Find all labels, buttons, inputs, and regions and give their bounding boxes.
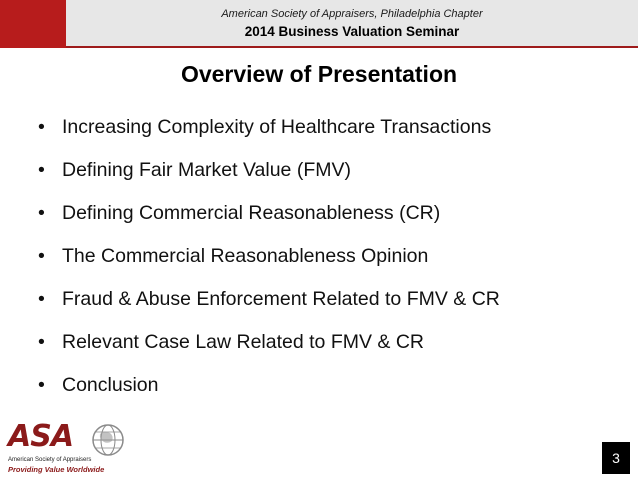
bullet-text: Conclusion [62,374,159,396]
bullet-item [38,199,628,242]
slide-header [0,0,638,48]
bullet-item [38,113,628,156]
bullet-marker: • [38,159,45,181]
bullet-item [38,242,628,285]
bullet-text: The Commercial Reasonableness Opinion [62,245,429,267]
header-accent-block [0,0,66,48]
header-text [66,0,638,46]
bullet-text: Relevant Case Law Related to FMV & CR [62,331,424,353]
bullet-text: Defining Commercial Reasonableness (CR) [62,202,441,224]
bullet-text: Defining Fair Market Value (FMV) [62,159,351,181]
header-divider [66,46,638,48]
bullet-marker: • [38,288,45,310]
bullet-text: Increasing Complexity of Healthcare Transactions [62,116,492,138]
logo-subtitle: American Society of Appraisers [8,457,92,463]
page-number: 3 [602,442,630,474]
bullet-list [38,113,628,414]
bullet-text: Fraud & Abuse Enforcement Related to FMV & CR [62,288,500,310]
bullet-marker: • [38,116,45,138]
asa-logo [8,420,126,476]
seminar-name: 2014 Business Valuation Seminar [244,24,460,39]
bullet-item [38,371,628,414]
bullet-marker: • [38,331,45,353]
bullet-item [38,328,628,371]
bullet-item [38,156,628,199]
globe-icon [90,422,126,458]
organization-name: American Society of Appraisers, Philadelphia Chapter [221,8,483,20]
bullet-item [38,285,628,328]
logo-tagline: Providing Value Worldwide [8,465,105,474]
bullet-marker: • [38,202,45,224]
slide-title: Overview of Presentation [180,61,458,87]
logo-mark: ASA [8,419,74,454]
bullet-marker: • [38,374,45,396]
bullet-marker: • [38,245,45,267]
